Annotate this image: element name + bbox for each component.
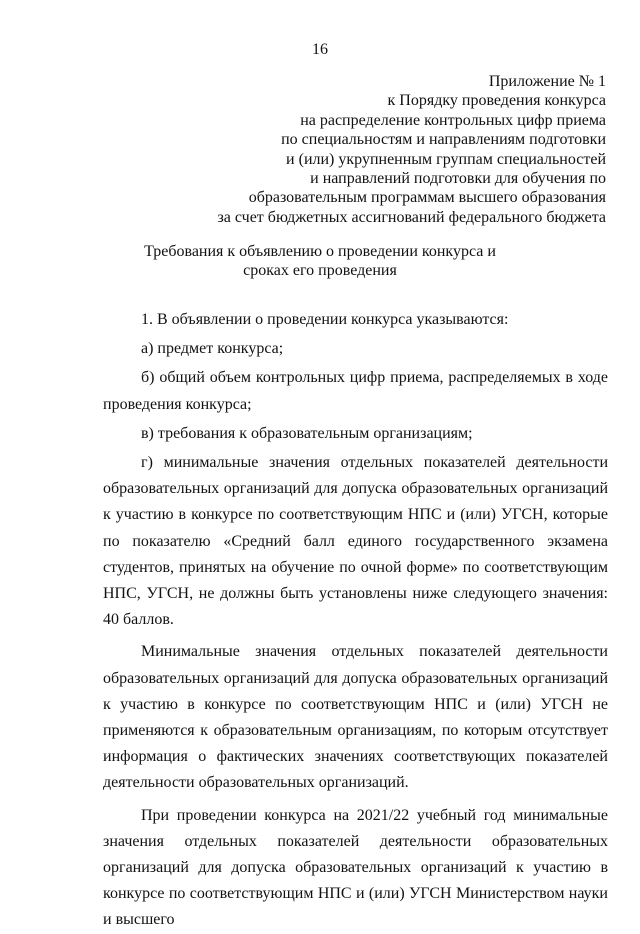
appendix-line: к Порядку проведения конкурса [387,92,606,110]
paragraph-item-a: а) предмет конкурса; [141,340,284,358]
appendix-line: и (или) укрупненным группам специальностей [286,150,606,168]
title-line-2: сроках его проведения [243,262,397,280]
document-body [103,300,608,934]
appendix-line: за счет бюджетных ассигнований федерального бюджета [217,208,606,226]
appendix-line: на распределение контрольных цифр приема [300,111,606,129]
paragraph-item-b: б) общий объем контрольных цифр приема, распределяемых в ходе проведения конкурса; [103,369,608,413]
appendix-line: по специальностям и направлениям подготовки [281,131,606,149]
page-number: 16 [312,41,328,58]
paragraph-intro: 1. В объявлении о проведении конкурса указываются: [141,311,509,328]
document-title [0,242,640,281]
title-line-1: Требования к объявлению о проведении конкурса и [144,243,496,260]
paragraph-item-c: в) требования к образовательным организациям; [141,424,473,442]
appendix-line: образовательным программам высшего образования [248,189,606,207]
paragraph-item-d: г) минимальные значения отдельных показателей деятельности образовательных организаций для допуска образовательных организаций к участию в конкурсе по соответствующим НПС и (или) УГСН, которые по показателю «Средний балл единого государственного экзамена студентов, принятых на обучение по очной форме» по соответствующим НПС, УГСН, не должны быть установлены ниже следующего значения: 40 баллов. [103,454,608,629]
appendix-header [217,72,606,227]
paragraph-exemption: Минимальные значения отдельных показателей деятельности образовательных организаций для допуска образовательных организаций к участию в конкурсе по соответствующим НПС и (или) УГСН не применяются к образовательным организациям, по которым отсутствует информация о фактических значениях соответствующих показателей деятельности образовательных организаций. [103,643,608,792]
appendix-line: Приложение № 1 [488,73,606,90]
appendix-line: и направлений подготовки для обучения по [310,170,606,188]
paragraph-2021-22: При проведении конкурса на 2021/22 учебный год минимальные значения отдельных показателей деятельности образовательных организаций для допуска образовательных организаций к участию в конкурсе по соответствующим НПС и (или) УГСН Министерством науки и высшего [103,806,608,929]
